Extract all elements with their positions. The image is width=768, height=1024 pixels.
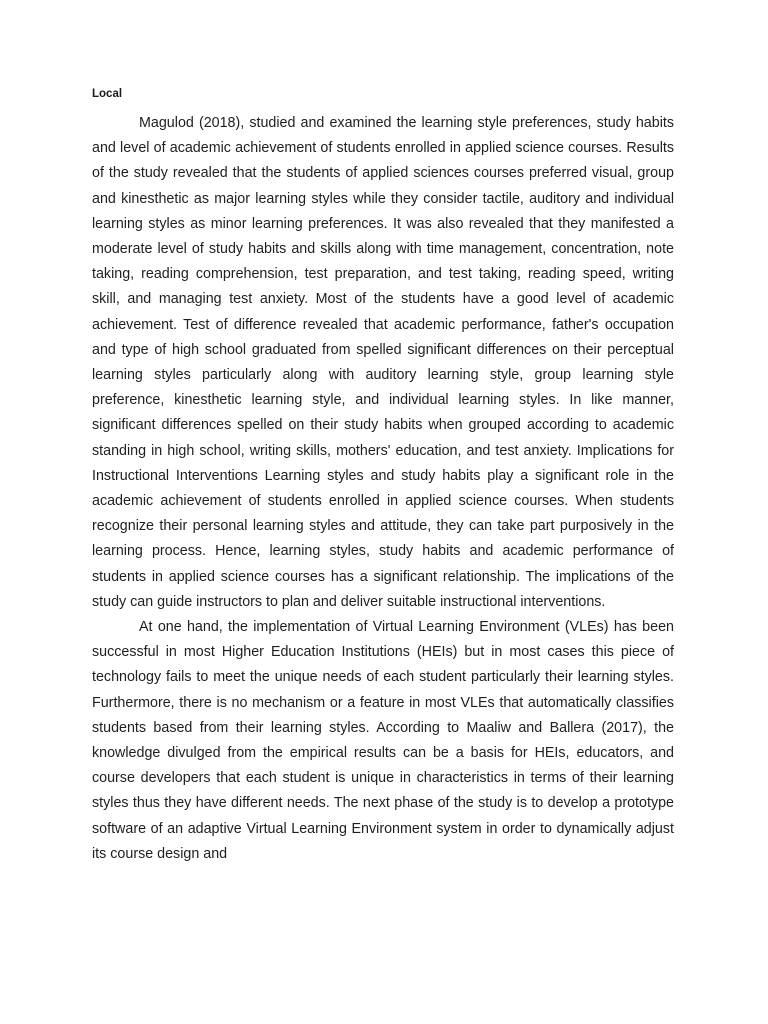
- paragraph-vle: At one hand, the implementation of Virtual Learning Environment (VLEs) has been successful in most Higher Education Institutions (HEIs) but in most cases this piece of technology fails to meet the unique needs of each student particularly their learning styles. Furthermore, there is no mechanism or a feature in most VLEs that automatically classifies students based from their learning styles. According to Maaliw and Ballera (2017), the knowledge divulged from the empirical results can be a basis for HEIs, educators, and course developers that each student is unique in characteristics in terms of their learning styles thus they have different needs. The next phase of the study is to develop a prototype software of an adaptive Virtual Learning Environment system in order to dynamically adjust its course design and: [92, 619, 674, 862]
- paragraph-magulod: Magulod (2018), studied and examined the learning style preferences, study habits and level of academic achievement of students enrolled in applied science courses. Results of the study revealed that the students of applied sciences courses preferred visual, group and kinesthetic as major learning styles while they consider tactile, auditory and individual learning styles as minor learning preferences. It was also revealed that they manifested a moderate level of study habits and skills along with time management, concentration, note taking, reading comprehension, test preparation, and test taking, reading speed, writing skill, and managing test anxiety. Most of the students have a good level of academic achievement. Test of difference revealed that academic performance, father's occupation and type of high school graduated from spelled significant differences on their perceptual learning styles particularly along with auditory learning style, group learning style preference, kinesthetic learning style, and individual learning styles. In like manner, significant differences spelled on their study habits when grouped according to academic standing in high school, writing skills, mothers' education, and test anxiety. Implications for Instructional Interventions Learning styles and study habits play a significant role in the academic achievement of students enrolled in applied science courses. When students recognize their personal learning styles and attitude, they can take part purposively in the learning process. Hence, learning styles, study habits and academic performance of students in applied science courses has a significant relationship. The implications of the study can guide instructors to plan and deliver suitable instructional interventions.: [92, 115, 674, 610]
- section-heading: Local: [92, 88, 123, 100]
- body-text: [92, 111, 674, 867]
